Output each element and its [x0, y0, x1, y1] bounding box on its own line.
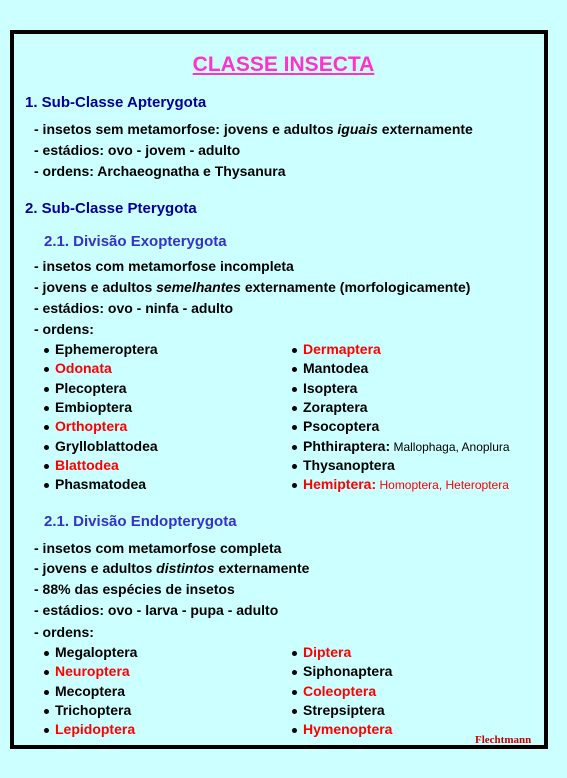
exo-order-right-name: Zoraptera — [303, 398, 368, 415]
exo-order-right-name: Psocoptera — [303, 418, 380, 435]
exo-order-right-item — [292, 360, 368, 376]
bullet-icon — [292, 367, 297, 372]
bullet-icon — [292, 690, 297, 695]
exopterygota-line-1: - insetos com metamorfose incompleta — [34, 258, 294, 274]
exo-order-left-name: Orthoptera — [55, 418, 128, 435]
bullet-icon — [44, 367, 49, 372]
endo-order-right-name: Hymenoptera — [303, 721, 393, 738]
exo-order-left-item — [44, 380, 127, 396]
apterygota-line-2: - estádios: ovo - jovem - adulto — [34, 142, 241, 158]
exo-order-left-item — [44, 360, 112, 376]
endopterygota-line-4: - estádios: ovo - larva - pupa - adulto — [34, 602, 279, 618]
apterygota-line-1: - insetos sem metamorfose: jovens e adultos iguais externamente — [34, 121, 473, 137]
apterygota-heading: 1. Sub-Classe Apterygota — [25, 94, 207, 111]
exo-order-left-item — [44, 341, 158, 357]
exo-order-left-name: Blattodea — [55, 456, 119, 473]
exopterygota-heading: 2.1. Divisão Exopterygota — [44, 233, 227, 250]
bullet-icon — [44, 406, 49, 411]
exo-order-left-name: Plecoptera — [55, 379, 127, 396]
apterygota-line-3: - ordens: Archaeognatha e Thysanura — [34, 163, 286, 179]
bullet-icon — [292, 483, 297, 488]
endo-order-right-name: Strepsiptera — [303, 701, 385, 718]
page-title: CLASSE INSECTA — [192, 53, 375, 76]
exo-order-right-suborders: Mallophaga, Anoplura — [390, 439, 510, 454]
exo-order-left-name: Embioptera — [55, 398, 133, 415]
exo-order-left-item — [44, 457, 119, 473]
bullet-icon — [292, 387, 297, 392]
endo-order-right-item — [292, 683, 376, 699]
exo-order-right-suborders: Homoptera, Heteroptera — [376, 478, 509, 493]
endo-order-right-name: Diptera — [303, 644, 352, 660]
exo-order-right-name: Hemiptera: — [303, 476, 377, 493]
endopterygota-line-3: - 88% das espécies de insetos — [34, 581, 235, 597]
exo-order-left-item — [44, 476, 146, 492]
exo-order-right-name: Dermaptera — [303, 341, 381, 357]
bullet-icon — [292, 728, 297, 733]
endopterygota-heading: 2.1. Divisão Endopterygota — [44, 513, 237, 530]
exo-order-left-name: Odonata — [55, 360, 112, 377]
exo-order-right-item — [292, 399, 368, 415]
exo-order-right-name: Phthiraptera: — [303, 437, 391, 454]
bullet-icon — [44, 728, 49, 733]
bullet-icon — [44, 651, 49, 656]
exo-order-right-item — [292, 380, 357, 396]
exo-order-right-item — [292, 341, 381, 357]
exopterygota-line-3: - estádios: ovo - ninfa - adulto — [34, 300, 234, 316]
endo-order-left-item — [44, 683, 125, 699]
exopterygota-line-4: - ordens: — [34, 321, 94, 337]
endo-order-right-name: Coleoptera — [303, 682, 377, 699]
endo-order-left-name: Lepidoptera — [55, 721, 136, 738]
bullet-icon — [44, 670, 49, 675]
bullet-icon — [44, 425, 49, 430]
bullet-icon — [292, 348, 297, 353]
endo-order-left-name: Mecoptera — [55, 682, 126, 699]
bullet-icon — [44, 445, 49, 450]
endo-order-left-item — [44, 721, 135, 737]
endo-order-left-name: Trichoptera — [55, 701, 132, 718]
endopterygota-line-2: - jovens e adultos distintos externamente — [34, 560, 310, 576]
bullet-icon — [44, 690, 49, 695]
endo-order-left-item — [44, 644, 137, 660]
endo-order-left-item — [44, 663, 130, 679]
exo-order-left-item — [44, 418, 127, 434]
bullet-icon — [44, 387, 49, 392]
exo-order-right-name: Mantodea — [303, 360, 369, 377]
bullet-icon — [292, 464, 297, 469]
endo-order-right-name: Siphonaptera — [303, 663, 393, 680]
exo-order-right-item — [292, 476, 509, 492]
bullet-icon — [292, 445, 297, 450]
exo-order-left-name: Phasmatodea — [55, 476, 147, 493]
endo-order-left-item — [44, 702, 131, 718]
exo-order-left-item — [44, 399, 132, 415]
bullet-icon — [44, 464, 49, 469]
bullet-icon — [292, 406, 297, 411]
bullet-icon — [44, 709, 49, 714]
exo-order-right-item — [292, 418, 379, 434]
endo-order-left-name: Megaloptera — [55, 644, 138, 660]
bullet-icon — [292, 670, 297, 675]
endopterygota-line-1: - insetos com metamorfose completa — [34, 540, 282, 556]
bullet-icon — [292, 425, 297, 430]
endo-order-left-name: Neuroptera — [55, 663, 130, 680]
exo-order-left-name: Ephemeroptera — [55, 341, 158, 357]
exo-order-right-item — [292, 457, 395, 473]
exo-order-right-item — [292, 438, 510, 454]
bullet-icon — [292, 709, 297, 714]
exo-order-right-name: Thysanoptera — [303, 456, 395, 473]
pterygota-heading: 2. Sub-Classe Pterygota — [25, 200, 197, 217]
exo-order-left-item — [44, 438, 158, 454]
endo-order-right-item — [292, 721, 392, 737]
endo-order-right-item — [292, 702, 385, 718]
bullet-icon — [44, 483, 49, 488]
bullet-icon — [292, 651, 297, 656]
endopterygota-line-5: - ordens: — [34, 624, 94, 640]
exopterygota-line-2: - jovens e adultos semelhantes externamente (morfologicamente) — [34, 279, 471, 295]
exo-order-right-name: Isoptera — [303, 379, 358, 396]
bullet-icon — [44, 348, 49, 353]
endo-order-right-item — [292, 644, 351, 660]
author-credit: Flechtmann — [475, 734, 532, 746]
exo-order-left-name: Grylloblattodea — [55, 437, 158, 454]
endo-order-right-item — [292, 663, 392, 679]
